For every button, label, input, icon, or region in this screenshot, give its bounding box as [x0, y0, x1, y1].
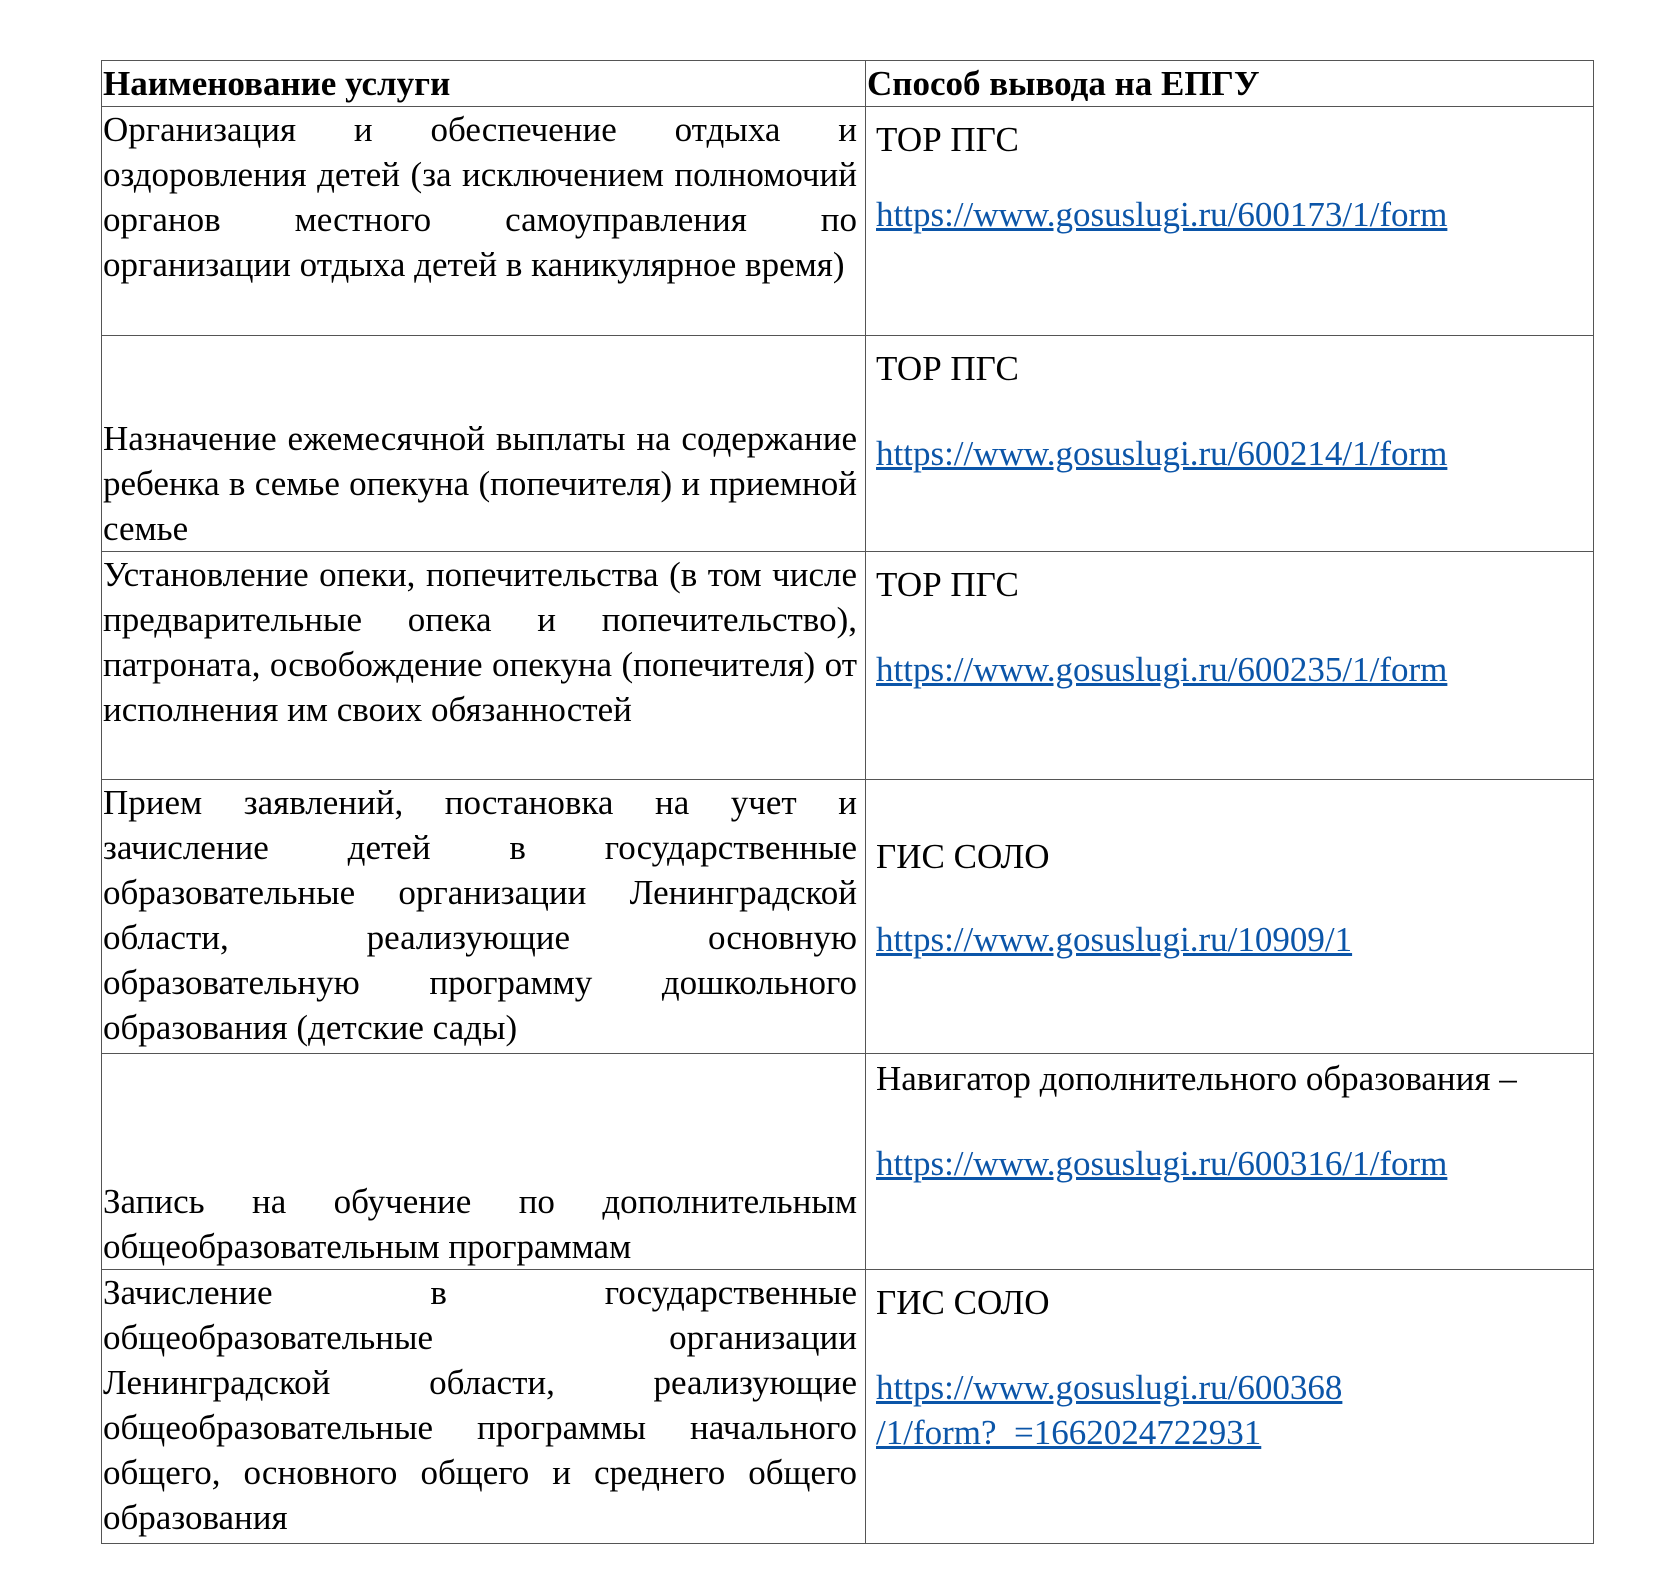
table-row	[102, 336, 1594, 552]
services-table	[101, 60, 1594, 1544]
service-link[interactable]: https://www.gosuslugi.ru/600214/1/form	[876, 434, 1448, 473]
service-name-cell: Организация и обеспечение отдыха и оздоровления детей (за исключением полномочий органов местного самоуправления по организации отдыха детей в каникулярное время)	[102, 107, 866, 336]
service-name-cell: Установление опеки, попечительства (в том числе предварительные опека и попечительство), патроната, освобождение опекуна (попечителя) от исполнения им своих обязанностей	[102, 552, 866, 780]
service-link[interactable]: https://www.gosuslugi.ru/600316/1/form	[876, 1144, 1448, 1183]
table-row	[102, 1270, 1594, 1544]
header-service-name: Наименование услуги	[102, 61, 866, 107]
output-method-cell	[866, 552, 1594, 780]
service-link[interactable]: https://www.gosuslugi.ru/600235/1/form	[876, 650, 1448, 689]
service-link[interactable]	[876, 1365, 1593, 1455]
header-output-method: Способ вывода на ЕПГУ	[866, 61, 1594, 107]
service-link-line-1: https://www.gosuslugi.ru/600368	[876, 1368, 1343, 1407]
table-row	[102, 107, 1594, 336]
system-label: ТОР ПГС	[876, 349, 1019, 388]
table-row	[102, 1054, 1594, 1270]
output-method-cell	[866, 336, 1594, 552]
service-name-cell: Зачисление в государственные общеобразовательные организации Ленинградской области, реализующие общеобразовательные программы начального общего, основного общего и среднего общего образования	[102, 1270, 866, 1544]
system-label: ГИС СОЛО	[876, 1283, 1050, 1322]
service-link[interactable]: https://www.gosuslugi.ru/10909/1	[876, 920, 1353, 959]
system-label: ТОР ПГС	[876, 565, 1019, 604]
service-link-line-2: /1/form?_=1662024722931	[876, 1413, 1262, 1452]
service-link[interactable]: https://www.gosuslugi.ru/600173/1/form	[876, 195, 1448, 234]
service-name-cell: Запись на обучение по дополнительным общеобразовательным программам	[102, 1054, 866, 1270]
table-row	[102, 780, 1594, 1054]
system-label: Навигатор дополнительного образования –	[876, 1059, 1517, 1098]
system-label: ТОР ПГС	[876, 120, 1019, 159]
output-method-cell	[866, 1270, 1594, 1544]
system-label: ГИС СОЛО	[876, 837, 1050, 876]
service-name-cell: Прием заявлений, постановка на учет и зачисление детей в государственные образовательные организации Ленинградской области, реализующие основную образовательную программу дошкольного образования (детские сады)	[102, 780, 866, 1054]
table-row	[102, 552, 1594, 780]
output-method-cell	[866, 1054, 1594, 1270]
output-method-cell	[866, 107, 1594, 336]
service-name-cell: Назначение ежемесячной выплаты на содержание ребенка в семье опекуна (попечителя) и приемной семье	[102, 336, 866, 552]
table-header-row	[102, 61, 1594, 107]
output-method-cell	[866, 780, 1594, 1054]
